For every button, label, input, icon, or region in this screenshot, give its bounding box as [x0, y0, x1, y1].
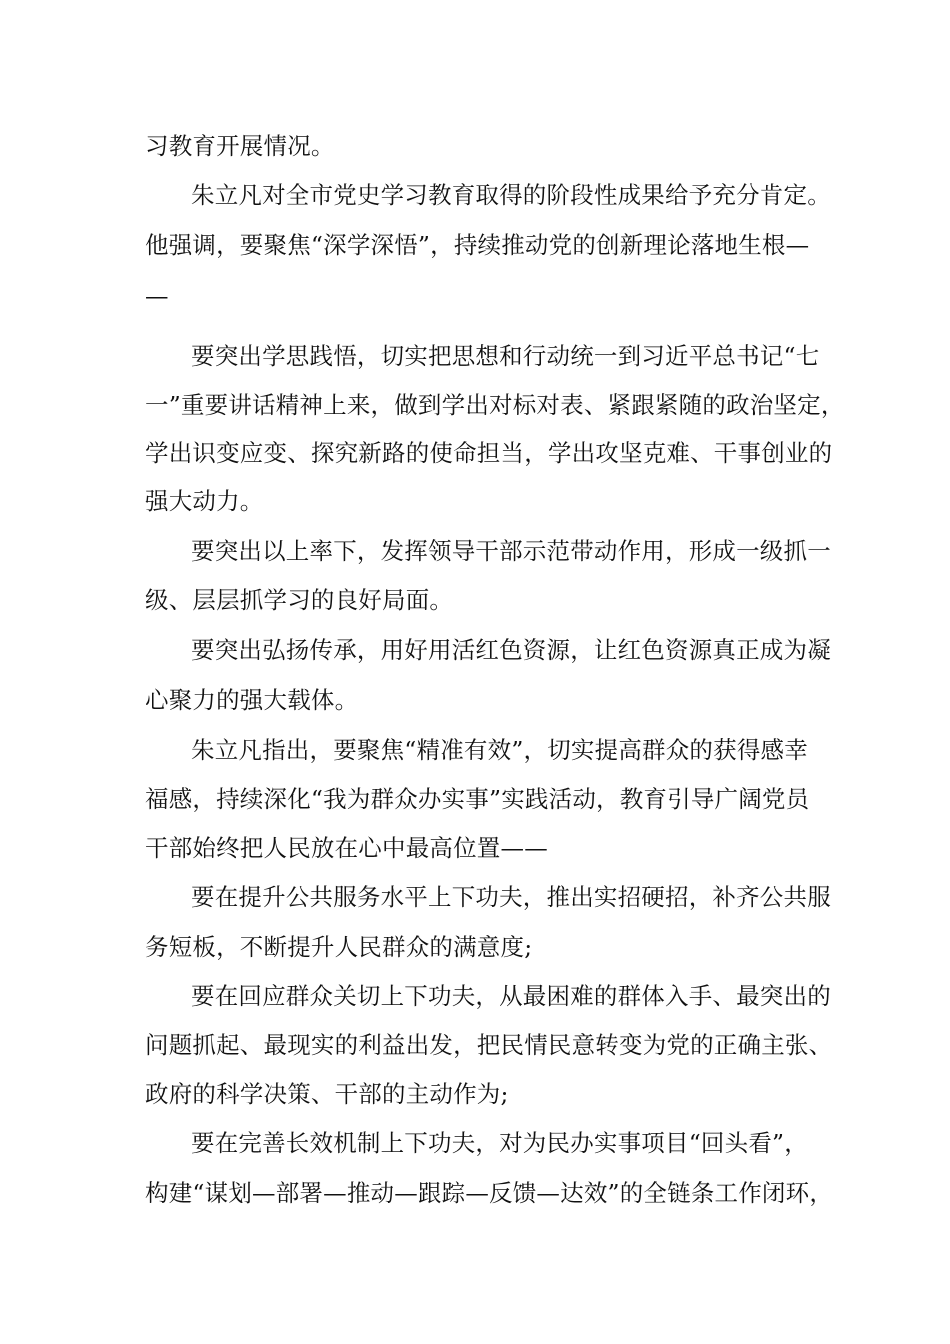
- text-line: 干部始终把人民放在心中最高位置——: [145, 834, 548, 862]
- text-line: 强大动力。: [145, 487, 264, 515]
- paragraph-start: 要在提升公共服务水平上下功夫，推出实招硬招，补齐公共服: [191, 883, 831, 911]
- text-line: 务短板，不断提升人民群众的满意度;: [145, 933, 533, 961]
- paragraph-start: 要突出以上率下，发挥领导干部示范带动作用，形成一级抓一: [191, 537, 831, 565]
- text-line: 问题抓起、最现实的利益出发，把民情民意转变为党的正确主张、: [145, 1031, 833, 1059]
- paragraph-start: 要在完善长效机制上下功夫，对为民办实事项目“回头看”，: [191, 1129, 808, 1157]
- text-line: 级、层层抓学习的良好局面。: [145, 586, 454, 614]
- paragraph-start: 要突出弘扬传承，用好用活红色资源，让红色资源真正成为凝: [191, 636, 831, 664]
- text-line: 政府的科学决策、干部的主动作为;: [145, 1080, 509, 1108]
- text-line: 习教育开展情况。: [145, 132, 335, 160]
- paragraph-start: 朱立凡对全市党史学习教育取得的阶段性成果给予充分肯定。: [191, 181, 831, 209]
- text-line: 构建“谋划—部署—推动—跟踪—反馈—达效”的全链条工作闭环，: [145, 1179, 834, 1207]
- text-line: 他强调，要聚焦“深学深悟”，持续推动党的创新理论落地生根—: [145, 231, 810, 259]
- paragraph-start: 要突出学思践悟，切实把思想和行动统一到习近平总书记“七: [191, 342, 820, 370]
- text-line: 一”重要讲话精神上来，做到学出对标对表、紧跟紧随的政治坚定，: [145, 391, 845, 419]
- paragraph-start: 朱立凡指出，要聚焦“精准有效”，切实提高群众的获得感幸: [191, 736, 808, 764]
- text-line: 学出识变应变、探究新路的使命担当，学出攻坚克难、干事创业的: [145, 439, 833, 467]
- text-line: —: [145, 282, 169, 310]
- paragraph-start: 要在回应群众关切上下功夫，从最困难的群体入手、最突出的: [191, 982, 831, 1010]
- text-line: 福感，持续深化“我为群众办实事”实践活动，教育引导广阔党员: [145, 785, 810, 813]
- text-line: 心聚力的强大载体。: [145, 686, 359, 714]
